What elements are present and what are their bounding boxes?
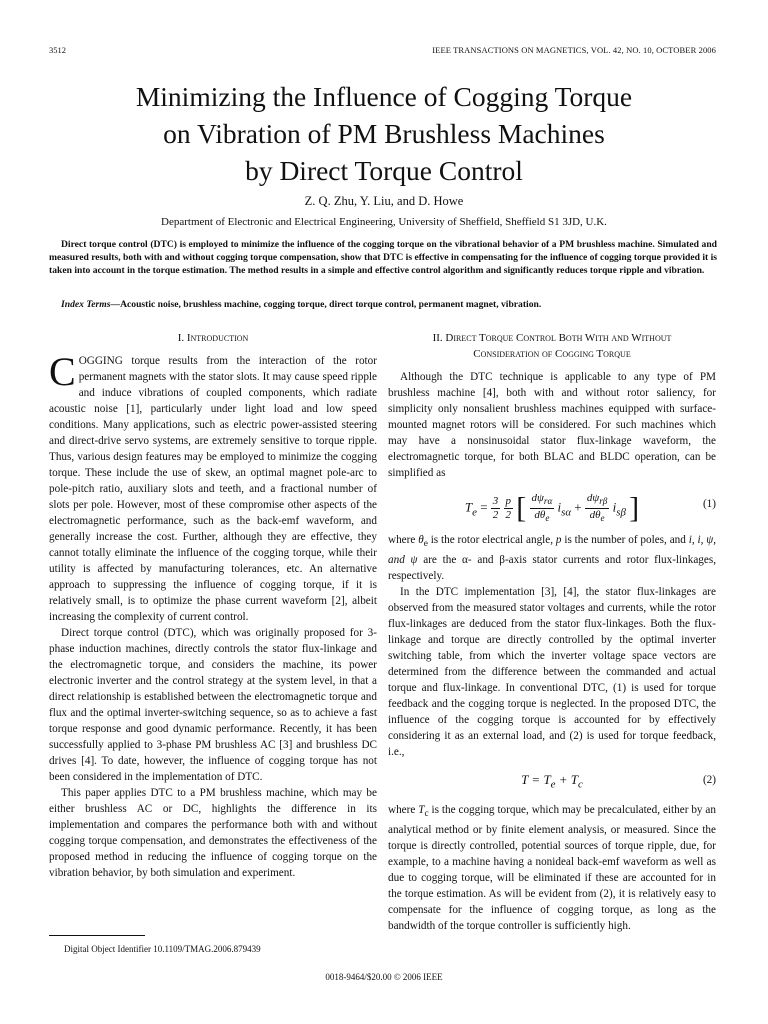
- section-2-paragraph-1: Although the DTC technique is applicable to any type of PM brushless machine [4], both with and without rotor saliency, for simplicity only nonsalient brushless machines equipped with surface-mounted magnet rotors will be considered. For such machines which may have a nonsinusoidal stator flux-linkage waveform, the electromagnetic torque, for both BLAC and BLDC operation, can be simplified as: [388, 371, 716, 479]
- eq2-sub-c: c: [578, 778, 583, 791]
- right-column: [388, 330, 716, 934]
- section-2-paragraph-2: [388, 532, 716, 584]
- authors: Z. Q. Zhu, Y. Liu, and D. Howe: [304, 194, 464, 208]
- eq1-p-num: p: [505, 495, 512, 508]
- eq1-coef-num: 3: [492, 495, 499, 508]
- section-1-number: I.: [177, 332, 185, 344]
- affiliation: Department of Electronic and Electrical Engineering, University of Sheffield, Sheffield S1 3JD, U.K.: [161, 216, 607, 228]
- equation-2: [388, 766, 716, 796]
- eq2-plus: + T: [555, 772, 578, 788]
- title-line-3: by Direct Torque Control: [245, 155, 523, 186]
- eq1-coef-fraction: [491, 495, 501, 522]
- equation-2-body: [388, 772, 716, 793]
- p2-vars: i: [688, 534, 692, 546]
- eq1-d1-num: dψ: [531, 492, 544, 504]
- p2-text-a: where: [388, 534, 419, 546]
- eq1-p-den: 2: [505, 509, 512, 522]
- eq1-d2-den: dθ: [589, 509, 601, 522]
- eq1-d1-den-sub: e: [545, 513, 550, 524]
- equation-1-number: (1): [702, 498, 716, 510]
- paper-title: [60, 78, 708, 189]
- eq1-d2-den-sub: e: [600, 513, 605, 524]
- p2-vars-rest: , i, ψ, and ψ: [388, 534, 716, 567]
- equation-1: [388, 484, 716, 528]
- equation-2-number: (2): [702, 774, 716, 787]
- title-line-1: Minimizing the Influence of Cogging Torque: [135, 81, 633, 112]
- section-2-number: II.: [432, 332, 443, 344]
- eq1-left-bracket: [: [516, 491, 527, 525]
- equation-1-body: $T_e$ = $\frac{3}{2}$ $\frac{p}{2}$ [ $\frac{d\psi_{r\alpha}}{d\theta_e}$ $i_{s\alpha}$ + $\frac{d\psi_{r\beta}}{d\theta_e}$ $i_{s\beta}$ ]: [464, 491, 640, 525]
- index-terms-text: Acoustic noise, brushless machine, cogging torque, direct torque control, permanent magnet, vibration.: [120, 299, 542, 310]
- page-number: 3512: [49, 45, 66, 55]
- footnote-rule: [49, 935, 145, 936]
- section-2-title-line-2: Consideration of Cogging Torque: [473, 348, 631, 360]
- eq1-i2-sub: sβ: [616, 506, 626, 519]
- section-1-paragraph-2: Direct torque control (DTC), which was originally proposed for 3-phase induction machines, directly controls the stator flux-linkage and the electromagnetic torque, and considers the machine, its power electronic inverter and the control strategy at the system level, in that a direct relationship is established between the electromagnetic torque and flux and the optimal inverter-switching sequence, so as to achieve a fast torque response and good dynamic performance. Recently, it has been successfully applied to 3-phase PM brushless AC [3] and brushless DC drives [4]. To date, however, the influence of cogging torque has not been considered in the implementation of DTC.: [49, 627, 377, 783]
- eq1-d1-fraction: [530, 492, 555, 525]
- eq1-d1-den: dθ: [534, 509, 546, 522]
- section-2-title-line-1: Direct Torque Control Both With and Without: [445, 332, 672, 344]
- section-1-paragraph-1: [49, 349, 377, 625]
- p2-text-d: are the α- and β-axis stator currents and rotor flux-linkages, respectively.: [388, 554, 717, 583]
- eq1-coef-den: 2: [492, 509, 499, 522]
- section-2-paragraph-3: In the DTC implementation [3], [4], the stator flux-linkages are observed from the measured stator voltages and currents, while the rotor flux-linkages are deduced from the stator flux-linkages. Both the flux-linkage and torque are directly controlled by the optimal inverter switching table, from which the inverter voltage space vectors are determined from the difference between the commanded and actual torque and flux-linkage. In conventional DTC, (1) is used for torque feedback and the cogging torque is neglected. In the proposed DTC, the influence of the cogging torque is accounted for by effectively considering it as an external load, and (2) is used for torque feedback, i.e.,: [388, 586, 716, 759]
- section-2-heading: [388, 330, 716, 362]
- p2-p: p: [555, 534, 562, 546]
- eq1-lhs-sub: e: [472, 506, 477, 519]
- section-2-paragraph-4: [388, 802, 716, 934]
- eq1-d2-num-sub: rβ: [599, 496, 608, 507]
- p4-tc: T: [418, 804, 425, 817]
- p2-text-c: is the number of poles, and: [561, 534, 689, 546]
- p4-tc-sub: c: [424, 809, 429, 820]
- index-terms: [49, 298, 717, 311]
- p4-text-b: is the cogging torque, which may be precalculated, either by an analytical method or by finite element analysis, or measured. Since the torque is directly controlled, potential sources of torque ripple, due, for example, to a machine having a nonideal back-emf waveform as well as due to cogging torque, will be eliminated if these are accounted for in the torque estimation. As will be evident from (2), it is relatively easy to compensate for the influence of cogging torque, as long as the bandwidth of the torque controller is sufficiently high.: [388, 804, 716, 933]
- title-line-2: on Vibration of PM Brushless Machines: [163, 118, 605, 149]
- copyright-line: 0018-9464/$20.00 © 2006 IEEE: [325, 972, 443, 982]
- eq2-sub-e: e: [550, 778, 556, 791]
- eq1-lhs: T: [464, 499, 473, 515]
- eq1-i1: i: [557, 499, 562, 515]
- abstract: Direct torque control (DTC) is employed to minimize the influence of the cogging torque on the vibrational behavior of a PM brushless machine. Simulated and measured results, both with and without cogging torque compensation, show that DTC is effective in compensating for the influence of cogging torque provided it is taken into account in the torque estimation. The method results in a simple and effective control algorithm and significantly reduces torque ripple and vibration.: [49, 239, 717, 276]
- index-terms-label: Index Terms—: [61, 299, 121, 310]
- left-column: [49, 330, 377, 881]
- eq1-p-fraction: [504, 495, 514, 522]
- running-head: IEEE TRANSACTIONS ON MAGNETICS, VOL. 42, NO. 10, OCTOBER 2006: [432, 45, 716, 55]
- drop-cap: C: [49, 349, 76, 394]
- eq1-d2-num: dψ: [586, 492, 600, 504]
- section-1-heading: [49, 330, 377, 346]
- eq1-i1-sub: sα: [561, 506, 572, 519]
- p2-text-b: is the rotor electrical angle,: [427, 534, 556, 546]
- eq1-right-bracket: ]: [629, 491, 640, 525]
- eq2-text: T = T: [521, 772, 551, 788]
- p4-text-a: where: [388, 804, 419, 817]
- eq1-i2: i: [612, 499, 617, 515]
- section-1-paragraph-1-text: OGGING torque results from the interaction of the rotor permanent magnets with the stator slots. It may cause speed ripple and induce vibrations of coupled components, which radiate acoustic noise [1], particularly under light load and low speed conditions. Many applications, such as electric power-assisted steering and direct-drive servo systems, are extremely sensitive to torque ripple. Thus, various design features may be employed to minimize the cogging torque. These include the use of skew, an optimal magnet pole-arc to pole-pitch ratio, auxiliary slots and teeth, and a fractional number of slots per pole. However, most of these compromise other aspects of the electromagnetic performance, such as the back-emf waveform, and generally increase the cost. Further, although they are effective, they cannot totally eliminate the influence of the cogging torque, while their utility is affected by manufacturing tolerances, etc. An alternative approach to suppressing the influence of cogging torque, if it is relatively small, is to optimize the phase current waveform [2], albeit increasing the complexity of current control.: [49, 355, 377, 623]
- p2-theta-sub: e: [423, 539, 428, 550]
- eq1-d2-fraction: [585, 492, 609, 525]
- p2-theta: θ: [418, 534, 424, 546]
- section-1-paragraph-3: This paper applies DTC to a PM brushless machine, which may be either brushless AC or DC, highlights the difference in its implementation and compares the performance both with and without cogging torque compensation, and demonstrates the effectiveness of the proposed method in reducing the influence of cogging torque on the vibration behavior, by both simulation and experiment.: [49, 787, 377, 879]
- footnote-doi: Digital Object Identifier 10.1109/TMAG.2006.879439: [64, 944, 261, 954]
- eq1-d1-num-sub: rα: [543, 496, 553, 507]
- section-1-title: Introduction: [186, 332, 249, 344]
